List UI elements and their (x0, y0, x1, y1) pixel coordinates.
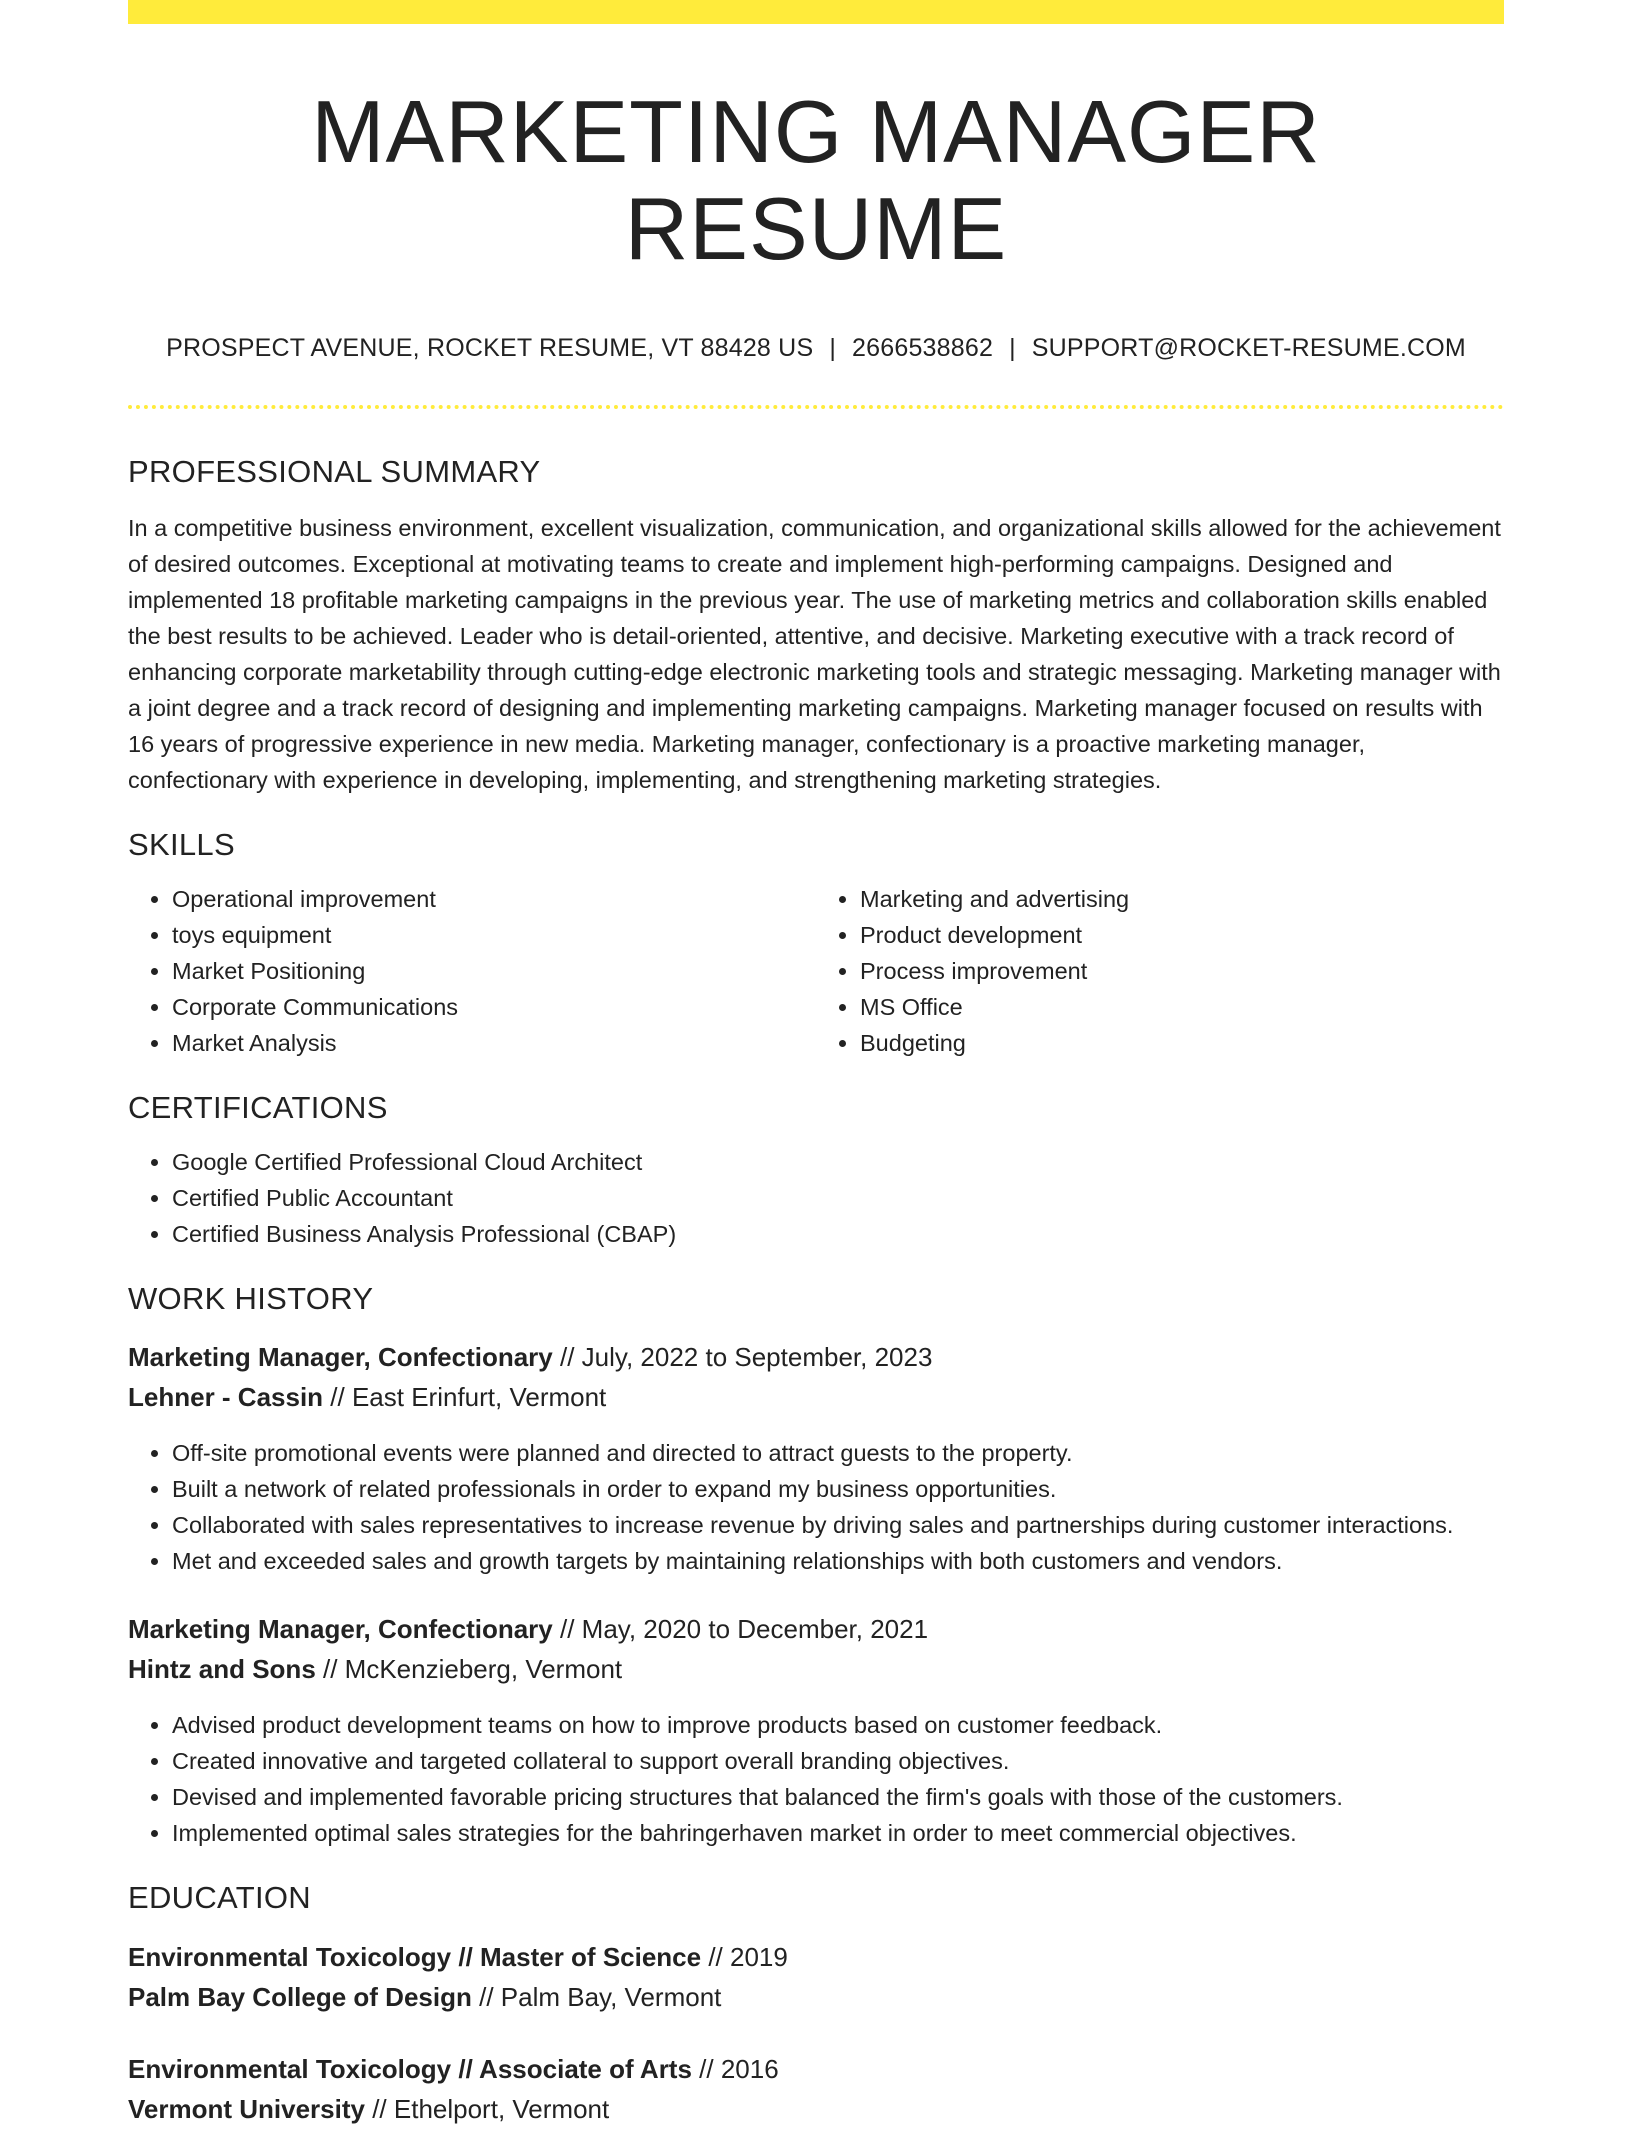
education-section (128, 1879, 1504, 2128)
job-dates: // May, 2020 to December, 2021 (552, 1614, 929, 1645)
dotted-divider (128, 405, 1504, 409)
job-title: Marketing Manager, Confectionary (128, 1342, 553, 1373)
summary-text: In a competitive business environment, excellent visualization, communication, and organizational skills allowed for the achievement of desired outcomes. Exceptional at motivating teams to create and implement high-performing campaigns. Designed and implemented 18 profitable marketing campaigns in the previous year. The use of marketing metrics and collaboration skills enabled the best results to be achieved. Leader who is detail-oriented, attentive, and decisive. Marketing executive with a track record of enhancing corporate marketability through cutting-edge electronic marketing tools and strategic messaging. Marketing manager with a joint degree and a track record of designing and implementing marketing campaigns. Marketing manager focused on results with 16 years of progressive experience in new media. Marketing manager, confectionary is a proactive marketing manager, confectionary with experience in developing, implementing, and strengthening marketing strategies. (128, 514, 1501, 793)
education-school: Palm Bay College of Design (128, 1981, 472, 2012)
job-header (128, 1609, 1504, 1689)
contact-email: SUPPORT@ROCKET-RESUME.COM (1031, 333, 1466, 362)
job-entry (128, 1337, 1504, 1579)
certifications-list (128, 1144, 1504, 1252)
job-location: // East Erinfurt, Vermont (323, 1382, 607, 1413)
education-school-line (128, 1977, 1504, 2017)
education-school-line (128, 2089, 1504, 2129)
education-location: // Palm Bay, Vermont (471, 1981, 722, 2012)
skill-item: • Marketing and advertising (860, 881, 1504, 917)
education-location: // Ethelport, Vermont (364, 2093, 610, 2124)
job-company-line (128, 1377, 1504, 1417)
skills-heading: SKILLS (128, 826, 235, 862)
certification-item: • Certified Business Analysis Professional (CBAP) (172, 1216, 1504, 1252)
job-company: Lehner - Cassin (128, 1382, 324, 1413)
education-entry (128, 2049, 1504, 2129)
job-company: Hintz and Sons (128, 1654, 316, 1685)
job-title-line (128, 1609, 1504, 1649)
work-history-section (128, 1280, 1504, 1851)
accent-top-bar (128, 0, 1504, 24)
skills-section (128, 826, 1504, 1061)
education-school: Vermont University (128, 2093, 365, 2124)
job-bullet: • Devised and implemented favorable pricing structures that balanced the firm's goals with those of the customers. (172, 1779, 1504, 1815)
skill-item: • Product development (860, 917, 1504, 953)
job-company-line (128, 1649, 1504, 1689)
skill-item: • Corporate Communications (172, 989, 816, 1025)
contact-address: PROSPECT AVENUE, ROCKET RESUME, VT 88428 US (166, 333, 814, 362)
job-bullet: • Off-site promotional events were planned and directed to attract guests to the property. (172, 1435, 1504, 1471)
education-degree-line (128, 2049, 1504, 2089)
skills-columns (128, 863, 1504, 1061)
education-entry (128, 1937, 1504, 2017)
skill-item: • Operational improvement (172, 881, 816, 917)
skill-item: • MS Office (860, 989, 1504, 1025)
contact-phone: 2666538862 (852, 333, 994, 362)
education-degree: Environmental Toxicology // Master of Science (128, 1941, 702, 1972)
resume-content (128, 0, 1504, 2129)
skill-item: • toys equipment (172, 917, 816, 953)
certifications-heading: CERTIFICATIONS (128, 1089, 388, 1125)
job-bullet: • Met and exceeded sales and growth targets by maintaining relationships with both customers and vendors. (172, 1543, 1504, 1579)
certifications-section (128, 1089, 1504, 1252)
skills-list-left (128, 881, 816, 1061)
job-bullet: • Built a network of related professionals in order to expand my business opportunities. (172, 1471, 1504, 1507)
job-dates: // July, 2022 to September, 2023 (552, 1342, 933, 1373)
job-entry (128, 1609, 1504, 1851)
education-degree-line (128, 1937, 1504, 1977)
skill-item: • Process improvement (860, 953, 1504, 989)
job-bullet: • Advised product development teams on how to improve products based on customer feedback. (172, 1707, 1504, 1743)
skills-list-right (816, 881, 1504, 1061)
summary-heading: PROFESSIONAL SUMMARY (128, 453, 541, 489)
job-bullet: • Created innovative and targeted collateral to support overall branding objectives. (172, 1743, 1504, 1779)
contact-line (128, 333, 1504, 362)
certification-item: • Certified Public Accountant (172, 1180, 1504, 1216)
certification-item: • Google Certified Professional Cloud Architect (172, 1144, 1504, 1180)
resume-title: MARKETING MANAGER RESUME (311, 82, 1321, 278)
education-heading: EDUCATION (128, 1880, 311, 1916)
job-title-line (128, 1337, 1504, 1377)
skill-item: • Market Positioning (172, 953, 816, 989)
job-title: Marketing Manager, Confectionary (128, 1614, 553, 1645)
job-bullet: • Implemented optimal sales strategies for the bahringerhaven market in order to meet commercial objectives. (172, 1815, 1504, 1851)
skill-item: • Budgeting (860, 1025, 1504, 1061)
job-bullet: • Collaborated with sales representatives to increase revenue by driving sales and partnerships during customer interactions. (172, 1507, 1504, 1543)
contact-separator: | (1009, 333, 1016, 362)
job-location: // McKenzieberg, Vermont (315, 1654, 623, 1685)
work-history-heading: WORK HISTORY (128, 1281, 374, 1317)
contact-separator: | (829, 333, 837, 362)
education-degree: Environmental Toxicology // Associate of Arts (128, 2053, 692, 2084)
education-year: // 2016 (691, 2053, 779, 2084)
job-bullets (128, 1707, 1504, 1851)
job-header (128, 1337, 1504, 1417)
skill-item: • Market Analysis (172, 1025, 816, 1061)
education-year: // 2019 (701, 1941, 788, 1972)
job-bullets (128, 1435, 1504, 1579)
